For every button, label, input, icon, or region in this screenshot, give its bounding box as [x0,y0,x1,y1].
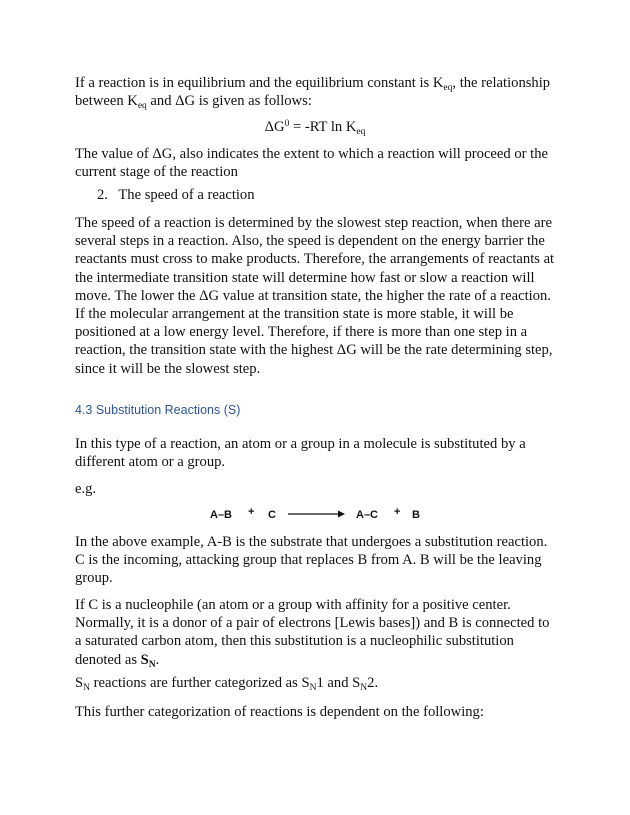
paragraph-delta-g: The value of ΔG, also indicates the extent to which a reaction will proceed or the current stage of the reaction [75,146,548,181]
list-item-speed [97,187,255,204]
paragraph-equilibrium: If a reaction is in equilibrium and the equilibrium constant is $K_{eq}$, the relationship between $K_{eq}$ and ΔG is given as follows: [75,75,551,112]
section-heading: 4.3 Substitution Reactions (S) [75,403,241,417]
list-text: The speed of a reaction [118,187,255,203]
paragraph-nucleophile: If C is a nucleophile (an atom or a group with affinity for a positive center. Normally, it is a donor of a pair of electrons [Lewis bases]) and B is connected to a saturated carbon atom, then this substitution is a nucleophilic substitution denoted as $S_N$. [75,597,550,670]
equation-gibbs: $\Delta G^0 = -RT$ $\ln K_{eq}$ [264,119,366,137]
reaction-scheme [0,502,630,526]
product-ac: A–C [356,509,379,521]
paragraph-substitution-intro: In this type of a reaction, an atom or a group in a molecule is substituted by a different atom or a group. [75,436,526,471]
paragraph-speed: The speed of a reaction is determined by the slowest step reaction, when there are several steps in a reaction. Also, the speed is dependent on the energy barrier the reactants must cross to make products. Therefore, the arrangements of reactants at the intermediate transition state will determine how fast or slow a reaction will move. The lower the ΔG value at transition state, the higher the rate of a reaction. If the molecular arrangement at the transition state is more stable, it will be positioned at a low energy level. Therefore, if there is more than one step in a reaction, the transition state with the highest ΔG will be the rate determining step, since it will be the slowest step. [75,215,555,377]
paragraph-example-explanation: In the above example, A-B is the substrate that undergoes a substitution reaction. C is the incoming, attacking group that replaces B from A. B will be the leaving group. [75,534,548,587]
reaction-arrow-icon [286,508,346,520]
plus-sign: + [248,506,255,518]
product-b: B [412,509,420,521]
paragraph-further-categorization: This further categorization of reactions is dependent on the following: [75,704,484,720]
paragraph-sn-categories: $S_N$ reactions are further categorized as $S_N1$ and $S_N2$. [75,675,379,693]
reactant-c: C [268,509,276,521]
list-number: 2. [97,187,108,203]
label-eg: e.g. [75,481,97,497]
reactant-ab: A–B [210,509,233,521]
plus-sign: + [394,506,401,518]
